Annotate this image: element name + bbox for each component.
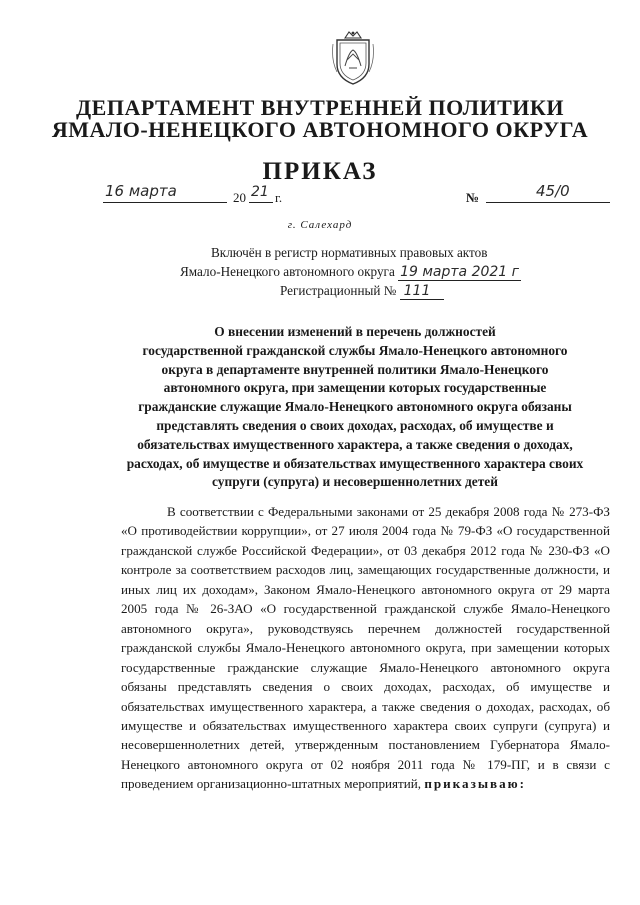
order-number-handwritten: 45/0 (536, 182, 570, 200)
registration-region: Ямало-Ненецкого автономного округа (180, 264, 395, 279)
registration-line1: Включён в регистр нормативных правовых актов (211, 245, 488, 260)
registration-date-handwritten: 19 марта 2021 г (400, 264, 520, 280)
heading-line: супруги (супруга) и несовершеннолетних детей (212, 474, 498, 490)
coat-of-arms-emblem (331, 30, 375, 86)
heading-line: государственной гражданской службы Ямало-Ненецкого автономного (142, 342, 568, 358)
heading-line: расходах, об имуществе и обязательствах имущественного характера своих (126, 455, 584, 471)
heading-line: автономного округа, при замещении которых государственные (163, 380, 547, 396)
heading-line: округа в департаменте внутренней политики Ямало-Ненецкого (161, 361, 549, 377)
registration-number-handwritten: 111 (400, 283, 445, 300)
registration-line2 (180, 262, 521, 282)
department-name-line1: ДЕПАРТАМЕНТ ВНУТРЕННЕЙ ПОЛИТИКИ (76, 95, 564, 120)
order-number (466, 182, 611, 208)
order-year-handwritten: 21 (251, 184, 269, 200)
closing-directive: приказываю: (424, 776, 527, 792)
registration-number-label: Регистрационный № (280, 283, 397, 298)
order-year-unit: г. (275, 190, 283, 205)
number-sign: № (466, 190, 480, 205)
order-heading (110, 323, 600, 492)
registration-line3 (280, 281, 444, 301)
heading-line: обязательствах имущественного характера, а также сведения о доходах, (137, 436, 573, 452)
order-year-prefix: 20 (233, 190, 246, 205)
heading-line: представлять сведения о своих доходах, расходах, об имуществе и (156, 417, 554, 433)
city-line: г. Салехард (287, 219, 353, 231)
order-date-handwritten: 16 марта (105, 182, 177, 200)
department-name-line2: ЯМАЛО-НЕНЕЦКОГО АВТОНОМНОГО ОКРУГА (51, 117, 589, 142)
body-paragraph (121, 502, 610, 794)
heading-line: О внесении изменений в перечень должностей (214, 324, 496, 339)
order-title: ПРИКАЗ (262, 158, 378, 185)
order-date (103, 182, 293, 208)
heading-line: гражданские служащие Ямало-Ненецкого автономного округа обязаны (138, 399, 572, 415)
body-paragraph-text: В соответствии с Федеральными законами от 25 декабря 2008 года № 273-ФЗ «О противодействии коррупции», от 27 июля 2004 года № 79-ФЗ «О государственной гражданской службе Российской Федерации», от 03 декабря 2012 года № 230-ФЗ «О контроле за соответствием расходов лиц, замещающих государственные должности, и иных лиц их доходам», Законом Ямало-Ненецкого автономного округа от 29 марта 2005 года № 26-ЗАО «О государственной гражданской службе Ямало-Ненецкого автономного округа», руководствуясь перечнем должностей государственной гражданской службы Ямало-Ненецкого автономного округа, при замещении которых государственные гражданские служащие Ямало-Ненецкого автономного округа обязаны представлять сведения о своих доходах, расходах, об имуществе и обязательствах имущественного характера, а также сведения о доходах, расходах, об имуществе и обязательствах имущественного характера своих супруги (супруга) и несовершеннолетних детей, утвержденным постановлением Губернатора Ямало-Ненецкого автономного округа от 02 ноября 2011 года № 179-ПГ, и в связи с проведением организационно-штатных мероприятий, (121, 504, 610, 792)
